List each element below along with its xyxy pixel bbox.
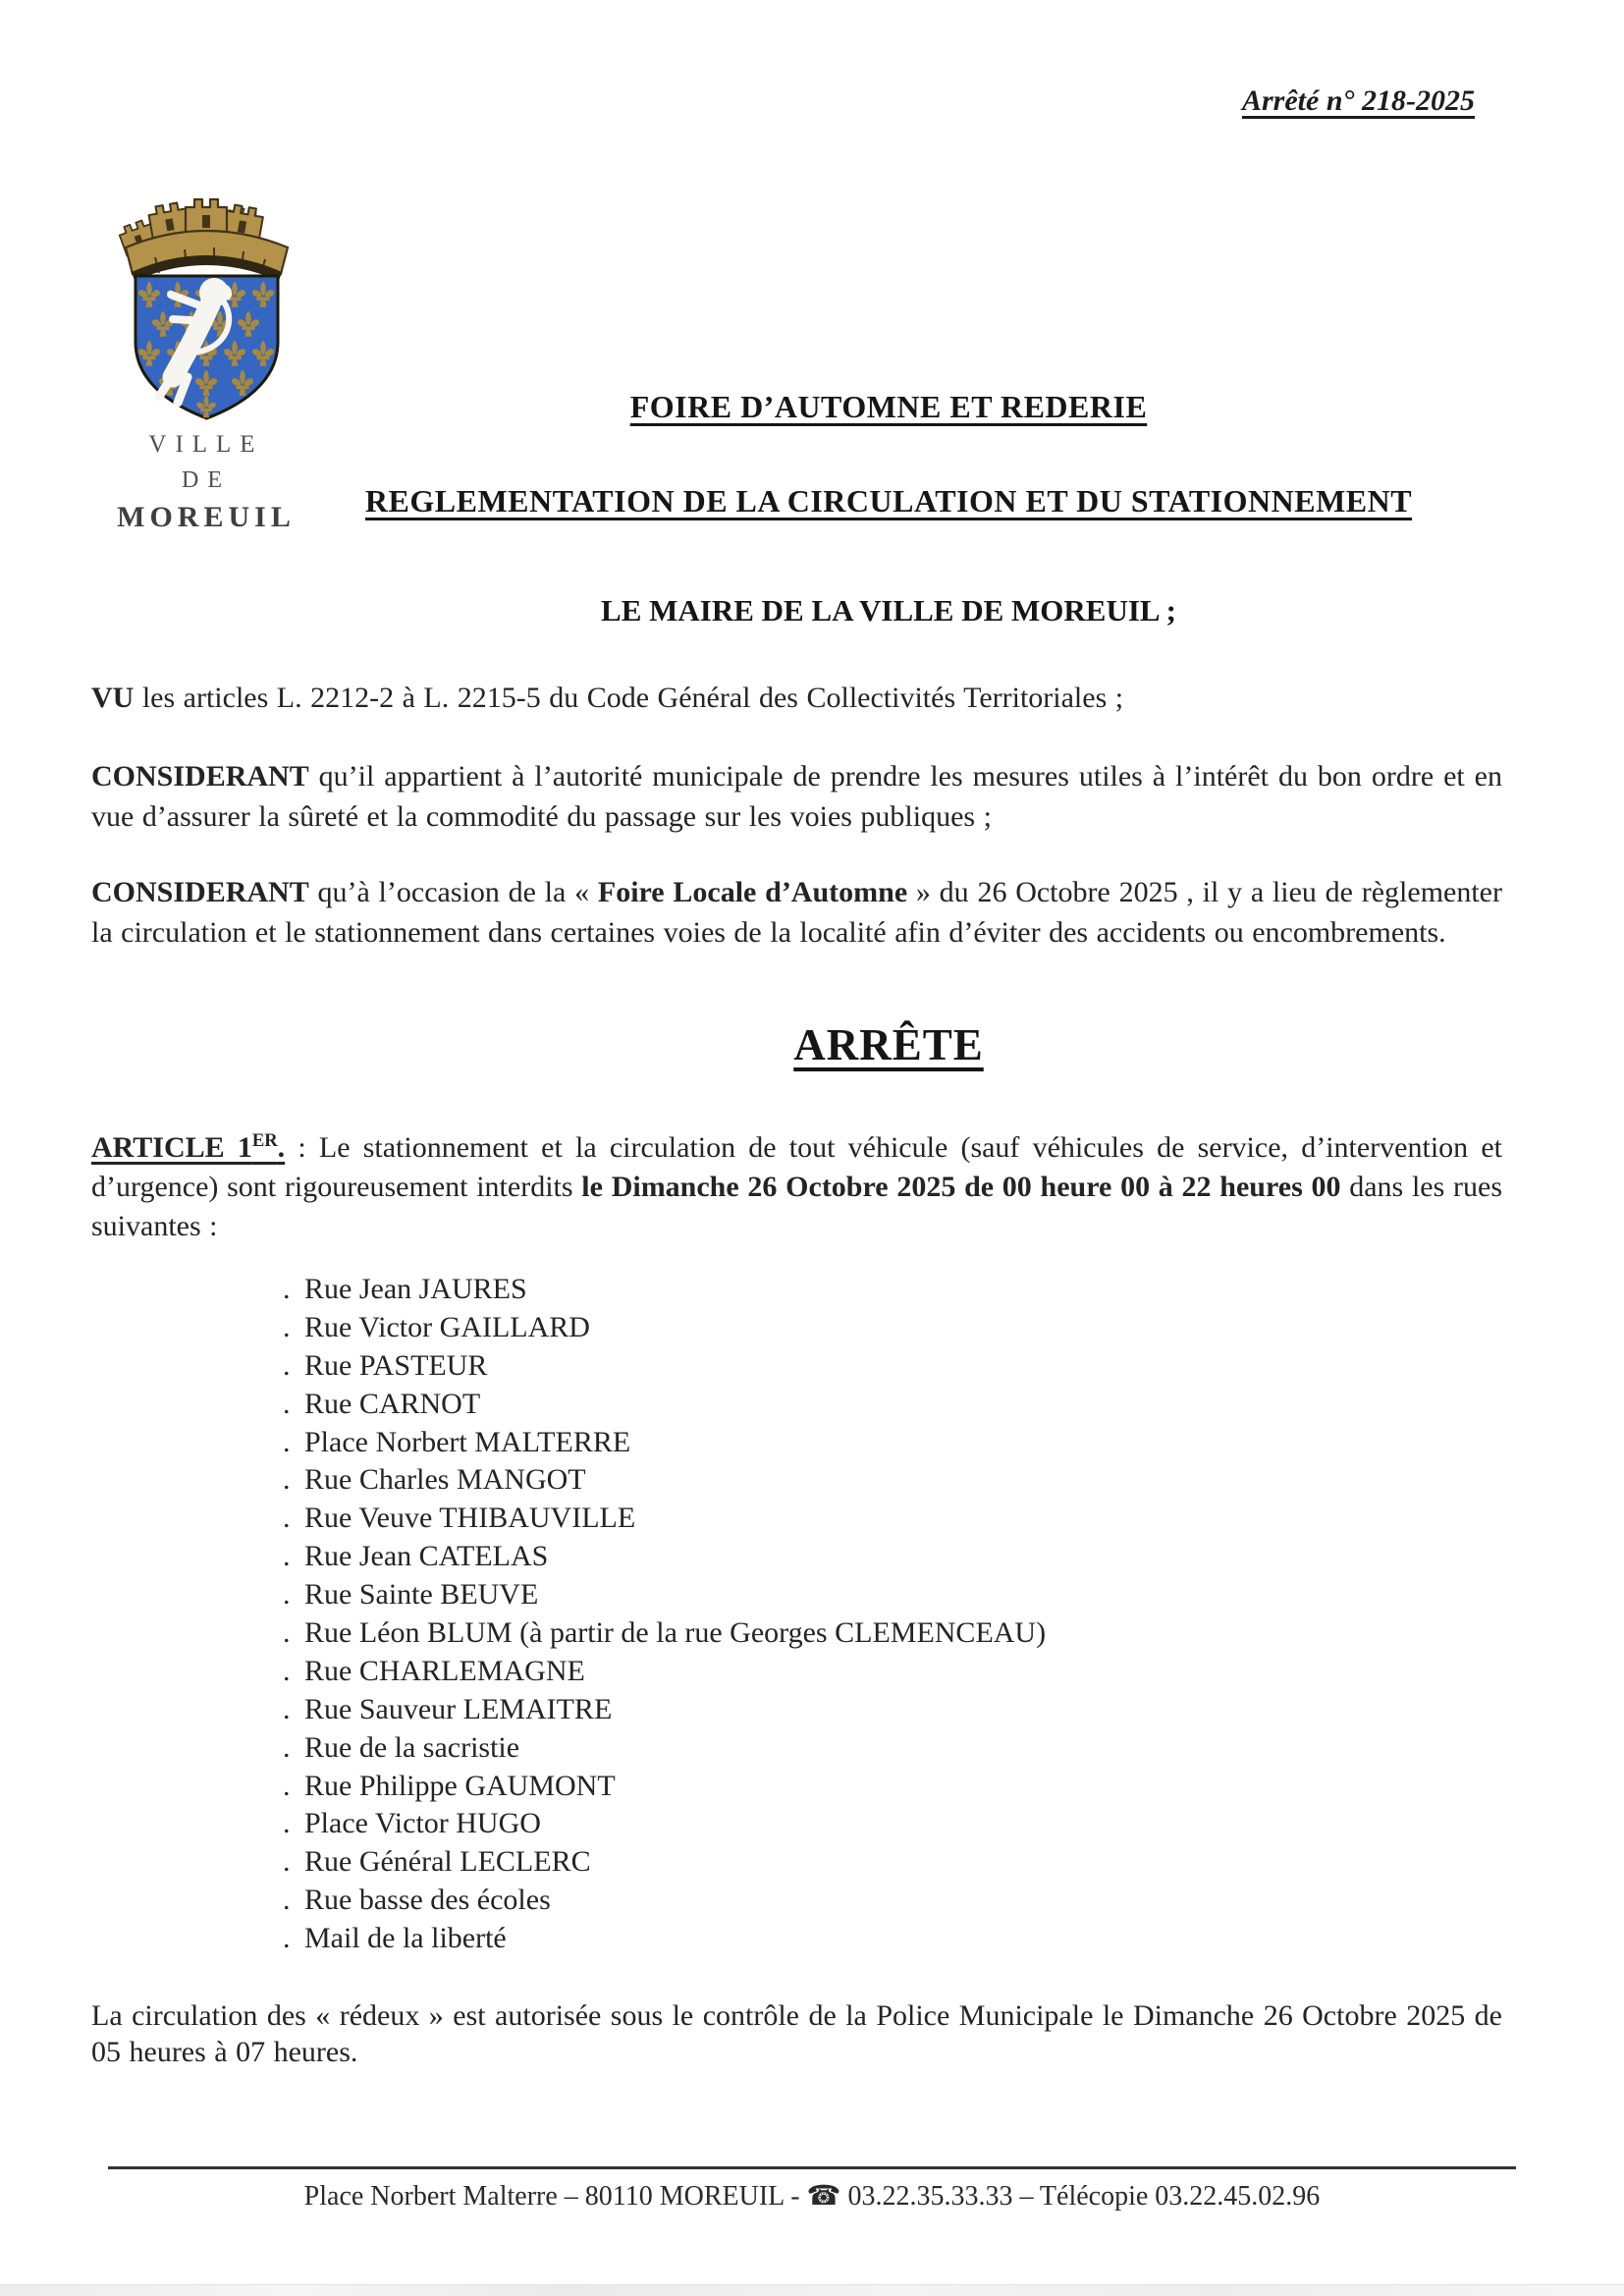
street-item [283, 1845, 1046, 1884]
street-bullet: . [283, 1578, 291, 1612]
street-name: Rue CHARLEMAGNE [304, 1654, 585, 1687]
street-bullet: . [283, 1845, 291, 1879]
street-item [283, 1540, 1046, 1578]
street-name: Rue Victor GAILLARD [304, 1310, 590, 1343]
street-item [283, 1616, 1046, 1655]
mayor-heading: LE MAIRE DE LA VILLE DE MOREUIL ; [601, 593, 1176, 628]
street-item [283, 1922, 1046, 1960]
street-item [283, 1884, 1046, 1922]
street-item [283, 1426, 1046, 1464]
article1-highlight: le Dimanche 26 Octobre 2025 de 00 heure 00 à 22 heures 00 [581, 1171, 1341, 1203]
considerant2-pre: qu’à l’occasion de la « [308, 876, 598, 908]
street-name: Rue Jean CATELAS [304, 1540, 549, 1573]
considerant2-label: CONSIDERANT [91, 876, 309, 908]
street-item [283, 1578, 1046, 1616]
street-item [283, 1770, 1046, 1808]
street-list [283, 1273, 1046, 1960]
street-bullet: . [283, 1922, 291, 1955]
scan-edge-artifact [0, 2284, 1624, 2296]
street-bullet: . [283, 1273, 291, 1305]
street-item [283, 1311, 1046, 1349]
street-item [283, 1655, 1046, 1693]
paragraph-considerant-1 [91, 756, 1502, 837]
street-name: Place Norbert MALTERRE [304, 1425, 631, 1458]
street-bullet: . [283, 1730, 291, 1764]
document-subtitle: REGLEMENTATION DE LA CIRCULATION ET DU STATIONNEMENT [364, 483, 1413, 519]
arrete-heading: ARRÊTE [793, 1020, 984, 1069]
street-bullet: . [283, 1769, 291, 1802]
paragraph-article-1 [91, 1121, 1502, 1246]
street-item [283, 1693, 1046, 1731]
considerant2-highlight: Foire Locale d’Automne [597, 876, 908, 908]
street-name: Rue CARNOT [304, 1387, 481, 1420]
document-title: FOIRE D’AUTOMNE ET REDERIE [629, 389, 1148, 424]
street-name: Rue basse des écoles [304, 1884, 551, 1917]
street-bullet: . [283, 1348, 291, 1382]
street-name: Rue PASTEUR [304, 1348, 488, 1382]
street-bullet: . [283, 1463, 291, 1497]
street-bullet: . [283, 1540, 291, 1573]
vu-text: les articles L. 2212-2 à L. 2215-5 du Code Général des Collectivités Territoriales ; [134, 682, 1124, 714]
street-bullet: . [283, 1807, 291, 1840]
considerant1-label: CONSIDERANT [91, 760, 309, 793]
article1-post: dans les rues suivantes : [91, 1171, 1503, 1242]
street-name: Place Victor HUGO [304, 1807, 541, 1840]
article1-label: ARTICLE 1ER. [91, 1130, 286, 1164]
street-bullet: . [283, 1884, 291, 1917]
paragraph-closing: La circulation des « rédeux » est autorisée sous le contrôle de la Police Municipale le Dimanche 26 Octobre 2025 de 05 heures à 07 heures. [91, 1999, 1502, 2068]
street-name: Rue Général LECLERC [304, 1845, 591, 1879]
street-bullet: . [283, 1616, 291, 1650]
street-item [283, 1807, 1046, 1845]
street-name: Mail de la liberté [304, 1922, 507, 1955]
street-name: Rue Jean JAURES [304, 1273, 527, 1305]
street-bullet: . [283, 1425, 291, 1458]
street-item [283, 1349, 1046, 1388]
city-label-de: DE [182, 467, 231, 493]
street-name: Rue Charles MANGOT [304, 1463, 586, 1497]
street-name: Rue de la sacristie [304, 1730, 520, 1764]
city-label-moreuil: MOREUIL [117, 501, 296, 533]
considerant1-text: qu’il appartient à l’autorité municipale de prendre les mesures utiles à l’intérêt du bon ordre et en vue d’assurer la sûreté et la commodité du passage sur les voies publiques ; [91, 760, 1502, 833]
paragraph-vu [91, 678, 1502, 718]
street-name: Rue Philippe GAUMONT [304, 1769, 616, 1802]
street-item [283, 1273, 1046, 1311]
street-item [283, 1388, 1046, 1426]
city-label-ville: VILLE [148, 431, 264, 458]
street-name: Rue Sauveur LEMAITRE [304, 1692, 613, 1725]
decree-number: Arrêté n° 218-2025 [1242, 84, 1475, 117]
street-bullet: . [283, 1502, 291, 1535]
article1-pre: : Le stationnement et la circulation de tout véhicule (sauf véhicules de service, d’intervention et d’urgence) sont rigoureusement interdits [91, 1131, 1502, 1203]
street-name: Rue Sainte BEUVE [304, 1578, 539, 1612]
street-name: Rue Veuve THIBAUVILLE [304, 1502, 636, 1535]
street-bullet: . [283, 1310, 291, 1343]
street-item [283, 1463, 1046, 1502]
footer-divider [108, 2166, 1516, 2169]
street-bullet: . [283, 1654, 291, 1687]
considerant2-post: » du 26 Octobre 2025 , il y a lieu de règlementer la circulation et le stationnement dans certaines voies de la localité afin d’éviter des accidents ou encombrements. [91, 876, 1502, 949]
vu-label: VU [91, 682, 135, 714]
street-item [283, 1731, 1046, 1770]
article1-ordinal: ER [251, 1130, 278, 1151]
street-bullet: . [283, 1692, 291, 1725]
street-bullet: . [283, 1387, 291, 1420]
footer-address: Place Norbert Malterre – 80110 MOREUIL - ☎ 03.22.35.33.33 – Télécopie 03.22.45.02.96 [303, 2181, 1321, 2212]
paragraph-considerant-2 [91, 872, 1502, 953]
street-item [283, 1502, 1046, 1540]
street-name: Rue Léon BLUM (à partir de la rue Georges CLEMENCEAU) [304, 1616, 1047, 1650]
